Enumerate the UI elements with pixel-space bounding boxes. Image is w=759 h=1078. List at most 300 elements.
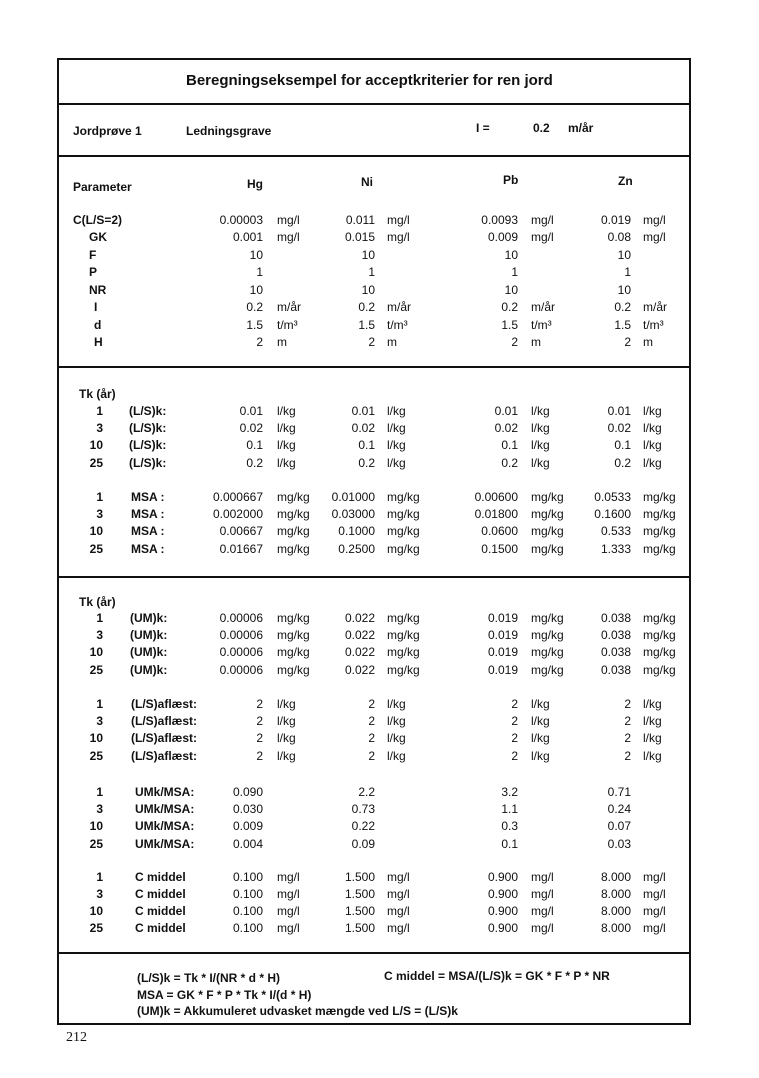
cell-unit: m (387, 335, 397, 349)
cell-unit: mg/kg (387, 490, 420, 504)
cell-unit: mg/l (277, 213, 300, 227)
cell-value: 0.2 (501, 456, 518, 470)
tk-value: 1 (96, 611, 103, 625)
cell-value: 0.01667 (219, 542, 263, 556)
formula-ls: (L/S)k = Tk * I/(NR * d * H) (137, 971, 281, 985)
formula-msa: MSA = GK * F * P * Tk * I/(d * H) (137, 988, 312, 1002)
cell-value: 0.019 (487, 611, 518, 625)
tk-value: 10 (89, 904, 103, 918)
cell-unit: l/kg (531, 438, 550, 452)
param-name: GK (89, 230, 107, 244)
tk-header: Tk (år) (79, 387, 116, 401)
cell-unit: l/kg (387, 749, 406, 763)
divider (57, 103, 691, 105)
cell-unit: mg/l (531, 904, 554, 918)
element-header: Pb (503, 173, 519, 187)
cell-value: 0.900 (487, 887, 518, 901)
row-label: (L/S)aflæst: (131, 697, 197, 711)
cell-value: 0.100 (232, 870, 263, 884)
cell-unit: m/år (387, 300, 411, 314)
cell-value: 0.02 (351, 421, 375, 435)
cell-unit: mg/l (531, 870, 554, 884)
cell-unit: mg/l (531, 230, 554, 244)
cell-value: 10 (504, 248, 518, 262)
cell-unit: mg/kg (531, 507, 564, 521)
cell-unit: l/kg (387, 404, 406, 418)
cell-value: 0.022 (344, 645, 375, 659)
cell-unit: mg/kg (277, 542, 310, 556)
tk-value: 10 (89, 819, 103, 833)
cell-unit: mg/kg (643, 645, 676, 659)
cell-value: 0.900 (487, 904, 518, 918)
row-label: (UM)k: (130, 645, 168, 659)
cell-unit: mg/kg (277, 663, 310, 677)
row-label: MSA : (131, 524, 165, 538)
cell-value: 1.1 (501, 802, 518, 816)
cell-value: 3.2 (501, 785, 518, 799)
cell-unit: m/år (531, 300, 555, 314)
cell-unit: mg/kg (531, 645, 564, 659)
cell-unit: m/år (277, 300, 301, 314)
cell-value: 0.2 (614, 456, 631, 470)
tk-value: 10 (89, 524, 103, 538)
cell-unit: t/m³ (531, 318, 552, 332)
cell-value: 2 (511, 697, 518, 711)
tk-value: 25 (89, 456, 103, 470)
cell-value: 1.5 (501, 318, 518, 332)
row-label: MSA : (131, 542, 165, 556)
cell-value: 0.01 (607, 404, 631, 418)
cell-value: 0.22 (351, 819, 375, 833)
cell-value: 0.015 (344, 230, 375, 244)
cell-value: 2 (368, 697, 375, 711)
page-title: Beregningseksempel for acceptkriterier for ren jord (186, 72, 553, 89)
cell-value: 1 (624, 265, 631, 279)
cell-value: 0.00003 (219, 213, 263, 227)
cell-value: 10 (249, 248, 263, 262)
cell-unit: mg/kg (531, 611, 564, 625)
cell-unit: mg/l (277, 230, 300, 244)
cell-value: 0.1 (358, 438, 375, 452)
cell-value: 1 (511, 265, 518, 279)
cell-value: 2 (511, 335, 518, 349)
cell-unit: t/m³ (277, 318, 298, 332)
row-label: C middel (135, 904, 186, 918)
cell-value: 0.001 (232, 230, 263, 244)
tk-value: 25 (89, 663, 103, 677)
tk-value: 1 (96, 785, 103, 799)
param-name: H (94, 335, 103, 349)
formula-cmiddel: C middel = MSA/(L/S)k = GK * F * P * NR (384, 969, 610, 983)
formula-umk: (UM)k = Akkumuleret udvasket mængde ved L/S = (L/S)k (137, 1004, 458, 1018)
cell-value: 0.030 (232, 802, 263, 816)
row-label: (L/S)aflæst: (131, 714, 197, 728)
cell-value: 0.100 (232, 921, 263, 935)
cell-value: 0.100 (232, 887, 263, 901)
cell-unit: l/kg (387, 421, 406, 435)
cell-unit: mg/kg (643, 507, 676, 521)
cell-unit: l/kg (643, 749, 662, 763)
cell-unit: mg/kg (643, 524, 676, 538)
divider (57, 576, 691, 578)
cell-unit: l/kg (387, 731, 406, 745)
cell-value: 0.02 (494, 421, 518, 435)
i-value: 0.2 (533, 121, 550, 135)
tk-value: 3 (96, 421, 103, 435)
cell-unit: mg/l (643, 230, 666, 244)
cell-value: 0.019 (600, 213, 631, 227)
cell-value: 0.2 (246, 456, 263, 470)
cell-unit: mg/l (531, 921, 554, 935)
row-label: UMk/MSA: (135, 802, 195, 816)
cell-value: 0.0533 (594, 490, 631, 504)
i-unit: m/år (568, 121, 594, 135)
param-name: F (89, 248, 97, 262)
cell-value: 0.022 (344, 628, 375, 642)
cell-unit: mg/kg (643, 542, 676, 556)
cell-value: 0.09 (351, 837, 375, 851)
cell-value: 1.500 (344, 887, 375, 901)
cell-value: 0.900 (487, 870, 518, 884)
row-label: UMk/MSA: (135, 819, 195, 833)
cell-unit: mg/kg (643, 490, 676, 504)
cell-value: 2 (624, 731, 631, 745)
cell-value: 2 (368, 335, 375, 349)
cell-unit: l/kg (387, 456, 406, 470)
tk-header: Tk (år) (79, 595, 116, 609)
cell-unit: m (277, 335, 287, 349)
cell-unit: l/kg (531, 404, 550, 418)
cell-unit: mg/l (643, 870, 666, 884)
cell-value: 0.03 (607, 837, 631, 851)
cell-value: 0.02 (239, 421, 263, 435)
cell-unit: mg/kg (387, 645, 420, 659)
row-label: (UM)k: (130, 628, 168, 642)
page-number: 212 (66, 1030, 87, 1045)
cell-value: 0.0093 (481, 213, 518, 227)
cell-value: 0.1 (246, 438, 263, 452)
cell-value: 1 (256, 265, 263, 279)
cell-value: 0.1 (614, 438, 631, 452)
cell-unit: l/kg (387, 714, 406, 728)
tk-value: 3 (96, 714, 103, 728)
cell-unit: mg/kg (387, 542, 420, 556)
cell-value: 0.038 (600, 645, 631, 659)
tk-value: 3 (96, 507, 103, 521)
row-label: C middel (135, 887, 186, 901)
cell-value: 0.71 (607, 785, 631, 799)
cell-unit: mg/kg (643, 628, 676, 642)
cell-unit: mg/l (531, 887, 554, 901)
cell-unit: mg/kg (277, 507, 310, 521)
param-name: d (94, 318, 102, 332)
cell-value: 2 (624, 714, 631, 728)
cell-value: 0.2500 (338, 542, 375, 556)
cell-unit: mg/kg (531, 542, 564, 556)
cell-unit: m (531, 335, 541, 349)
cell-unit: mg/kg (387, 663, 420, 677)
cell-value: 10 (617, 283, 631, 297)
param-name: P (89, 265, 98, 279)
tk-value: 3 (96, 887, 103, 901)
cell-unit: mg/l (387, 921, 410, 935)
cell-value: 2 (368, 749, 375, 763)
cell-value: 0.009 (487, 230, 518, 244)
cell-value: 0.022 (344, 663, 375, 677)
cell-unit: l/kg (277, 749, 296, 763)
cell-value: 2 (368, 714, 375, 728)
cell-unit: l/kg (643, 697, 662, 711)
cell-unit: t/m³ (643, 318, 664, 332)
cell-unit: l/kg (643, 714, 662, 728)
row-label: C middel (135, 870, 186, 884)
cell-value: 0.03000 (331, 507, 375, 521)
cell-value: 1.500 (344, 870, 375, 884)
cell-unit: mg/kg (387, 507, 420, 521)
cell-unit: mg/l (643, 887, 666, 901)
tk-value: 25 (89, 542, 103, 556)
cell-value: 0.01 (239, 404, 263, 418)
cell-unit: mg/kg (277, 645, 310, 659)
cell-unit: l/kg (277, 421, 296, 435)
cell-value: 0.24 (607, 802, 631, 816)
cell-value: 10 (249, 283, 263, 297)
row-label: C middel (135, 921, 186, 935)
param-name: I (94, 300, 98, 314)
cell-unit: l/kg (277, 404, 296, 418)
parameter-header: Parameter (73, 180, 132, 194)
cell-unit: mg/l (387, 213, 410, 227)
cell-unit: mg/kg (531, 490, 564, 504)
cell-value: 0.090 (232, 785, 263, 799)
row-label: (UM)k: (130, 611, 168, 625)
cell-value: 0.019 (487, 663, 518, 677)
cell-unit: mg/kg (387, 524, 420, 538)
tk-value: 1 (96, 490, 103, 504)
cell-unit: l/kg (277, 731, 296, 745)
cell-value: 0.00006 (219, 645, 263, 659)
cell-value: 0.011 (345, 213, 375, 227)
cell-value: 8.000 (600, 870, 631, 884)
row-label: MSA : (131, 490, 165, 504)
cell-unit: l/kg (643, 421, 662, 435)
tk-value: 10 (89, 438, 103, 452)
element-header: Hg (247, 177, 263, 191)
cell-value: 1.5 (614, 318, 631, 332)
cell-value: 0.73 (351, 802, 375, 816)
cell-value: 0.01000 (331, 490, 375, 504)
cell-value: 0.2 (501, 300, 518, 314)
cell-unit: l/kg (531, 456, 550, 470)
tk-value: 25 (89, 921, 103, 935)
cell-unit: l/kg (643, 731, 662, 745)
cell-value: 2 (624, 335, 631, 349)
element-header: Zn (618, 174, 633, 188)
cell-unit: l/kg (387, 438, 406, 452)
tk-value: 25 (89, 837, 103, 851)
cell-unit: mg/l (277, 921, 300, 935)
cell-value: 0.100 (232, 904, 263, 918)
cell-value: 0.000667 (212, 490, 263, 504)
cell-value: 2 (511, 714, 518, 728)
tk-value: 10 (89, 731, 103, 745)
cell-unit: mg/l (277, 887, 300, 901)
cell-value: 0.00006 (219, 663, 263, 677)
cell-value: 1.500 (344, 921, 375, 935)
cell-value: 0.00006 (219, 611, 263, 625)
cell-unit: mg/kg (643, 663, 676, 677)
cell-unit: l/kg (277, 438, 296, 452)
cell-unit: mg/l (643, 904, 666, 918)
row-label: (L/S)k: (129, 404, 167, 418)
cell-unit: l/kg (531, 749, 550, 763)
cell-value: 2 (256, 714, 263, 728)
cell-value: 0.038 (600, 628, 631, 642)
cell-value: 0.002000 (212, 507, 263, 521)
cell-value: 2 (256, 697, 263, 711)
cell-value: 0.2 (358, 300, 375, 314)
cell-unit: mg/l (277, 870, 300, 884)
cell-value: 0.2 (246, 300, 263, 314)
cell-unit: mg/kg (387, 611, 420, 625)
cell-value: 0.2 (614, 300, 631, 314)
cell-value: 1 (368, 265, 375, 279)
cell-value: 2 (256, 749, 263, 763)
cell-unit: l/kg (277, 697, 296, 711)
cell-unit: mg/l (387, 887, 410, 901)
divider (57, 155, 691, 157)
cell-value: 0.1 (501, 837, 518, 851)
cell-value: 0.07 (607, 819, 631, 833)
cell-unit: l/kg (531, 421, 550, 435)
cell-unit: mg/kg (277, 611, 310, 625)
cell-unit: mg/l (387, 870, 410, 884)
cell-unit: mg/kg (531, 628, 564, 642)
tk-value: 3 (96, 802, 103, 816)
cell-value: 1.5 (246, 318, 263, 332)
row-label: (L/S)k: (129, 456, 167, 470)
cell-unit: mg/l (643, 921, 666, 935)
cell-unit: l/kg (277, 714, 296, 728)
row-label: MSA : (131, 507, 165, 521)
cell-unit: mg/l (387, 904, 410, 918)
cell-value: 10 (617, 248, 631, 262)
cell-value: 2 (624, 697, 631, 711)
cell-unit: mg/kg (387, 628, 420, 642)
cell-unit: mg/kg (277, 490, 310, 504)
cell-value: 0.02 (607, 421, 631, 435)
cell-unit: mg/l (277, 904, 300, 918)
cell-value: 0.0600 (481, 524, 518, 538)
cell-value: 0.3 (501, 819, 518, 833)
cell-value: 10 (361, 283, 375, 297)
cell-value: 1.500 (344, 904, 375, 918)
cell-value: 8.000 (600, 887, 631, 901)
cell-unit: m/år (643, 300, 667, 314)
cell-unit: t/m³ (387, 318, 408, 332)
cell-value: 0.01 (494, 404, 518, 418)
cell-unit: mg/l (387, 230, 410, 244)
tk-value: 3 (96, 628, 103, 642)
tk-value: 10 (89, 645, 103, 659)
cell-value: 0.019 (487, 645, 518, 659)
cell-unit: mg/l (531, 213, 554, 227)
cell-value: 0.009 (232, 819, 263, 833)
cell-value: 0.038 (600, 663, 631, 677)
cell-value: 0.1000 (338, 524, 375, 538)
cell-unit: mg/kg (277, 628, 310, 642)
cell-value: 2 (511, 749, 518, 763)
row-label: UMk/MSA: (135, 837, 195, 851)
cell-unit: l/kg (277, 456, 296, 470)
element-header: Ni (361, 175, 373, 189)
cell-value: 0.01800 (474, 507, 518, 521)
cell-value: 0.1500 (481, 542, 518, 556)
cell-value: 0.00006 (219, 628, 263, 642)
sample-label: Jordprøve 1 (73, 124, 142, 138)
cell-value: 2 (256, 731, 263, 745)
cell-value: 10 (361, 248, 375, 262)
tk-value: 25 (89, 749, 103, 763)
cell-value: 0.08 (607, 230, 631, 244)
cell-value: 2 (368, 731, 375, 745)
row-label: (UM)k: (130, 663, 168, 677)
cell-value: 10 (504, 283, 518, 297)
param-name: C(L/S=2) (73, 213, 123, 227)
cell-unit: mg/kg (531, 663, 564, 677)
cell-unit: mg/l (643, 213, 666, 227)
cell-value: 0.038 (600, 611, 631, 625)
cell-value: 2 (624, 749, 631, 763)
cell-value: 0.022 (344, 611, 375, 625)
tk-value: 1 (96, 870, 103, 884)
cell-unit: m (643, 335, 653, 349)
cell-unit: l/kg (643, 404, 662, 418)
cell-unit: l/kg (531, 731, 550, 745)
cell-unit: l/kg (531, 714, 550, 728)
cell-unit: l/kg (643, 438, 662, 452)
cell-value: 0.019 (487, 628, 518, 642)
cell-unit: l/kg (643, 456, 662, 470)
cell-unit: mg/kg (277, 524, 310, 538)
cell-value: 1.5 (358, 318, 375, 332)
row-label: (L/S)aflæst: (131, 749, 197, 763)
cell-value: 0.900 (487, 921, 518, 935)
cell-value: 2.2 (358, 785, 375, 799)
cell-value: 0.004 (232, 837, 263, 851)
cell-value: 2 (256, 335, 263, 349)
cell-unit: l/kg (387, 697, 406, 711)
cell-value: 0.533 (600, 524, 631, 538)
cell-value: 2 (511, 731, 518, 745)
divider (57, 952, 691, 954)
divider (57, 366, 691, 368)
cell-value: 8.000 (600, 921, 631, 935)
tk-value: 1 (96, 404, 103, 418)
i-label: I = (476, 121, 490, 135)
row-label: (L/S)k: (129, 421, 167, 435)
tk-value: 1 (96, 697, 103, 711)
cell-value: 8.000 (600, 904, 631, 918)
cell-value: 1.333 (600, 542, 631, 556)
cell-value: 0.01 (351, 404, 375, 418)
cell-value: 0.00600 (474, 490, 518, 504)
row-label: (L/S)aflæst: (131, 731, 197, 745)
cell-value: 0.1 (501, 438, 518, 452)
cell-unit: mg/kg (643, 611, 676, 625)
row-label: UMk/MSA: (135, 785, 195, 799)
cell-unit: l/kg (531, 697, 550, 711)
